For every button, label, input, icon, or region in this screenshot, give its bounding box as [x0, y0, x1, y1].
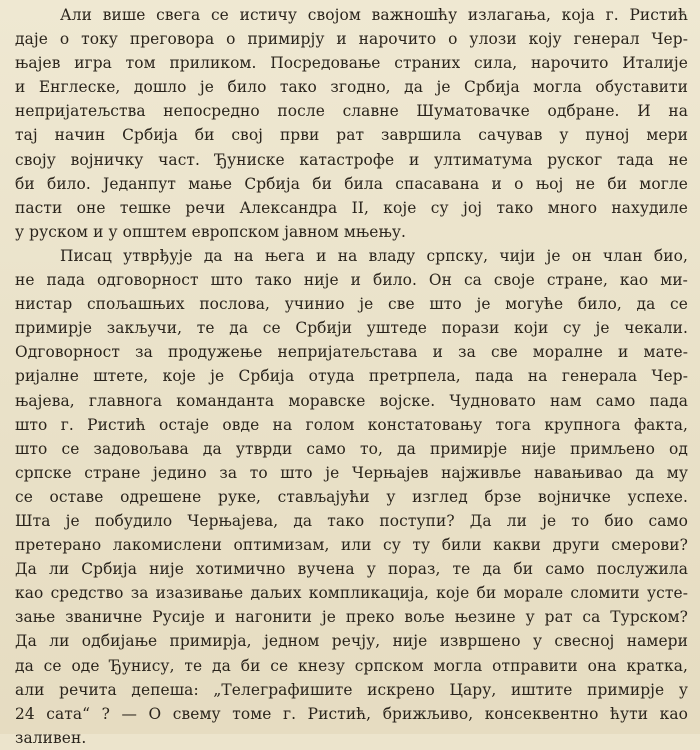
text-line: да се оде Ђунису, те да би се кнезу српском могла отправити она кратка, [15, 656, 688, 675]
text-line: и Енглеске, дошло је било тако згодно, да је Србија могла обуставити [15, 78, 688, 97]
text-line: пасти оне тешке речи Александра II, које су јој тако много нахудиле [15, 198, 688, 217]
text-line: Шта је побудило Черњајева, да тако поступи? Да ли је то био само [15, 511, 688, 530]
text-line: зање званичне Русије и нагонити је преко воље њезине у рат са Турском? [15, 608, 688, 627]
text-line: примирје закључи, те да се Србији уштеде порази који су је чекали. [15, 319, 688, 338]
text-line: као средство за изазивање даљих компликација, које би морале сломити усте- [15, 584, 688, 603]
text-line: заливен. [15, 728, 87, 747]
paragraph-1 [15, 3, 688, 244]
text-line: ријалне штете, које је Србија отуда претрпела, пада на генерала Чер- [15, 367, 688, 386]
text-line: се оставе одрешене руке, стављајући у изглед брзе војничке успехе. [15, 487, 688, 506]
text-line: своју војничку част. Ђуниске катастрофе и ултиматума руског тада не [15, 150, 688, 169]
text-line: непријатељства непосредно после славне Шуматовачке одбране. И на [15, 102, 688, 121]
text-line: претерано лакомислени оптимизам, или су ту били какви други смерови? [15, 536, 688, 555]
text-line: тај начин Србија би свој први рат завршила сачував у пуној мери [15, 126, 688, 145]
text-line: у руском и у општем европском јавном мњењу. [15, 222, 406, 241]
text-line: 24 сата“ ? — О свему томе г. Ристић, брижљиво, консеквентно ћути као [15, 704, 688, 723]
text-line: српске стране једино за то што је Черњајев најживље навањивао да му [15, 463, 688, 482]
text-line: Одговорност за продужење непријатељстава и за све моралне и мате- [15, 343, 688, 362]
text-line: што г. Ристић остаје овде на голом констатовању тога крупнога факта, [15, 415, 688, 434]
text-line: Да ли одбијање примирја, једном речју, није извршено у свесној намери [15, 632, 688, 651]
text-line: нистар спољашњих послова, учинио је све што је могуће било, да се [15, 295, 688, 314]
text-line: њајев игра том приликом. Посредовање страних сила, нарочито Италије [15, 54, 688, 73]
text-line: Али више свега се истичу својом важношћу излагања, која г. Ристић [60, 6, 688, 24]
text-line: њајева, главнога команданта моравске војске. Чудновато нам само пада [15, 391, 688, 410]
text-line: не пада одговорност што тако није и било. Он са своје стране, као ми- [15, 271, 688, 290]
text-line: Да ли Србија није хотимично вучена у пораз, те да би само послужила [15, 560, 688, 579]
text-line: што се задовољава да утврди само то, да примирје није примљено од [15, 439, 688, 458]
text-line: би било. Једанпут мање Србија би била спасавана и о њој не би могле [15, 174, 688, 193]
text-line: Писац утврђује да на њега и на владу српску, чији је он члан био, [60, 246, 688, 265]
text-line: даје о току преговора о примирју и нарочито о улози коју генерал Чер- [15, 30, 688, 49]
text-line: али речита депеша: „Телеграфишите искрено Цару, иштите примирје у [15, 680, 688, 699]
paragraph-2 [15, 244, 688, 750]
